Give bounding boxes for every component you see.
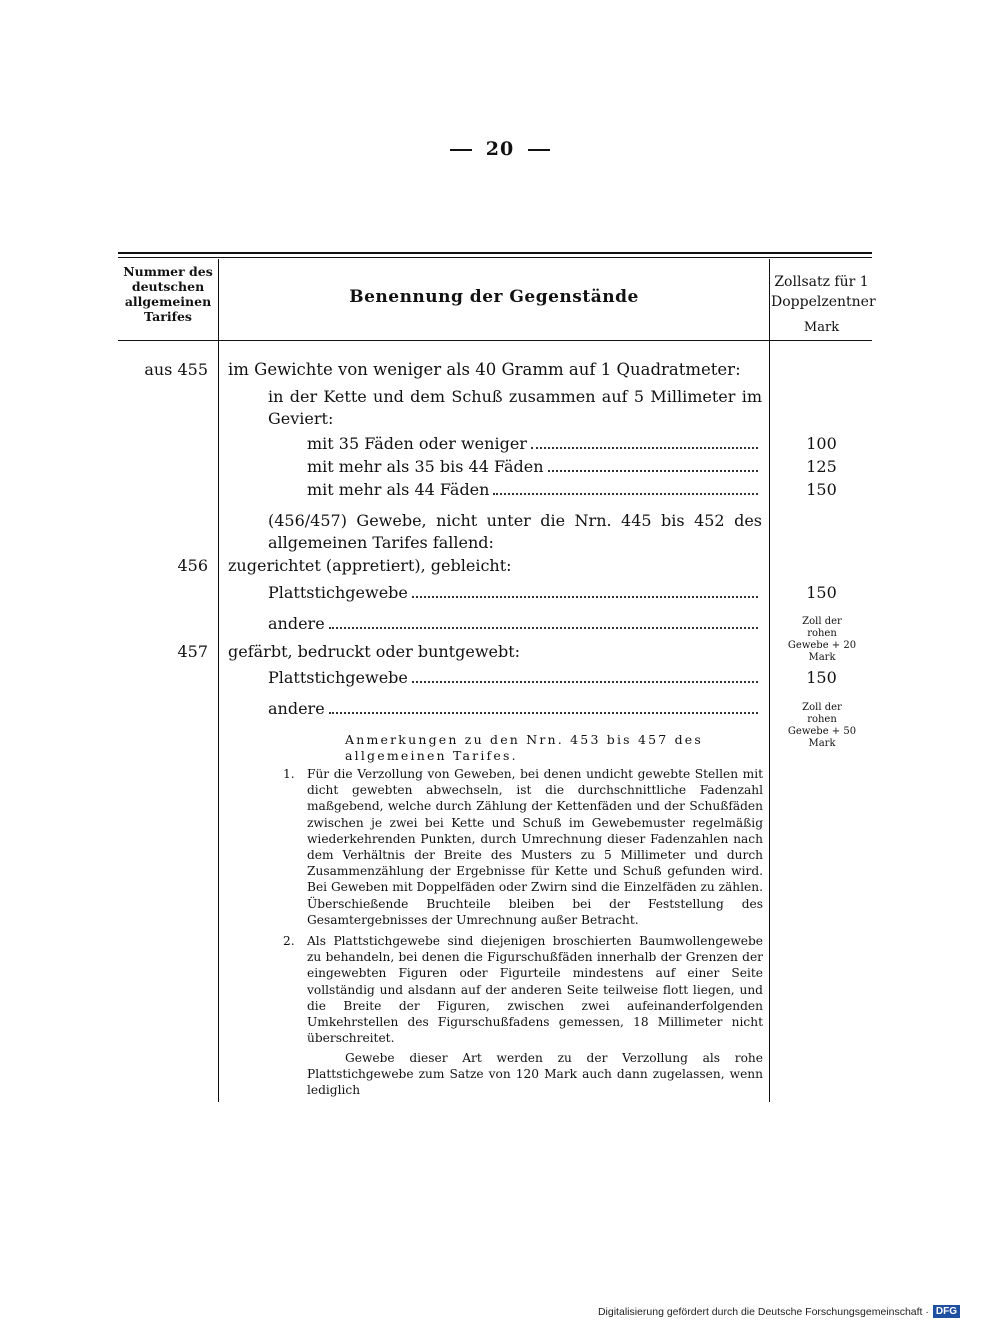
leader-dots bbox=[531, 447, 758, 449]
duty-rate: 150 bbox=[806, 480, 837, 499]
column-divider-1 bbox=[218, 259, 219, 1102]
leader-dots bbox=[329, 712, 758, 714]
page-number-value: 20 bbox=[485, 138, 515, 160]
header-duty-rate-unit: Mark bbox=[803, 320, 840, 335]
item-line bbox=[307, 434, 762, 454]
item-text: andere bbox=[268, 614, 325, 633]
item-text: im Gewichte von weniger als 40 Gramm auf 1 Quadratmeter: bbox=[228, 360, 741, 379]
column-divider-2 bbox=[769, 259, 770, 1102]
item-text: in der Kette und dem Schuß zusammen auf 5 Millimeter im Geviert: bbox=[268, 387, 762, 428]
item-line bbox=[268, 583, 762, 603]
dash-left bbox=[450, 149, 472, 151]
item-text: gefärbt, bedruckt oder buntgewebt: bbox=[228, 642, 521, 661]
header-item-name: Benennung der Gegenstände bbox=[349, 287, 639, 307]
note-marker: 2. bbox=[283, 934, 295, 948]
note-marker: 1. bbox=[283, 767, 295, 781]
tariff-number: 456 bbox=[177, 556, 208, 575]
item-text: mit mehr als 44 Fäden bbox=[307, 480, 490, 499]
table-header-rule bbox=[118, 340, 872, 341]
leader-dots bbox=[412, 681, 758, 683]
item-text: mit 35 Fäden oder weniger bbox=[307, 434, 527, 453]
dfg-logo: DFG bbox=[933, 1305, 960, 1318]
leader-dots bbox=[329, 627, 758, 629]
note-text: Als Plattstichgewebe sind diejenigen broschierten Baumwollengewebe zu behandeln, bei denen die Figurschußfäden innerhalb der Grenzen der eingewebten Figuren oder Figurteile mindestens auf einer Seite vollständig und alsdann auf der anderen Seite teilweise flott liegen, und die Breite der Figuren, zwischen zwei aufeinanderfolgenden Umkehrstellen des Figurschußfadens gemessen, 18 Millimeter nicht überschreitet. bbox=[307, 934, 763, 1046]
note-text: Für die Verzollung von Geweben, bei denen undicht gewebte Stellen mit dicht gewebten abwechseln, ist die durchschnittliche Fadenzahl maßgebend, welche durch Zählung der Kettenfäden und der Schußfäden zwischen je zwei bei Kette und Schuß im Gewebemuster regelmäßig wiederkehrenden Punkten, durch Umrechnung dieser Fadenzahlen nach dem Verhältnis der Breite des Musters zu 5 Millimeter und durch Zusammenzählung der Ergebnisse für Kette und Schuß gefunden wird. Bei Geweben mit Doppelfäden oder Zwirn sind die Einzelfäden zu zählen. Überschießende Bruchteile bleiben bei der Feststellung des Gesamtergebnisses der Umrechnung außer Betracht. bbox=[307, 767, 763, 927]
footer-text: Digitalisierung gefördert durch die Deutsche Forschungsgemeinschaft · bbox=[597, 1305, 929, 1318]
page-number bbox=[0, 138, 1000, 160]
duty-rate: Zoll der rohen Gewebe + 20 Mark bbox=[787, 616, 857, 663]
item-text: mit mehr als 35 bis 44 Fäden bbox=[307, 457, 544, 476]
header-duty-rate-label: Zollsatz für 1 Doppelzentner bbox=[771, 274, 876, 310]
header-duty-rate bbox=[771, 272, 876, 338]
duty-rate: 150 bbox=[806, 583, 837, 602]
dash-right bbox=[528, 149, 550, 151]
tariff-number: aus 455 bbox=[144, 360, 208, 379]
item-text: zugerichtet (appretiert), gebleicht: bbox=[228, 556, 512, 575]
item-line bbox=[307, 457, 762, 477]
duty-rate: Zoll der rohen Gewebe + 50 Mark bbox=[787, 702, 857, 749]
header-tariff-number: Nummer des deutschen allgemeinen Tarifes bbox=[123, 264, 213, 324]
duty-rate: 150 bbox=[806, 668, 837, 687]
note-text-continued: Gewebe dieser Art werden zu der Verzollung als rohe Plattstichgewebe zum Satze von 120 Mark auch dann zugelassen, wenn lediglich bbox=[307, 1051, 763, 1098]
duty-rate: 100 bbox=[806, 434, 837, 453]
item-text: Plattstichgewebe bbox=[268, 583, 408, 602]
table-top-rule bbox=[118, 252, 872, 254]
item-line bbox=[268, 668, 762, 688]
duty-rate: 125 bbox=[806, 457, 837, 476]
item-line bbox=[307, 480, 762, 500]
leader-dots bbox=[412, 596, 758, 598]
item-text: Plattstichgewebe bbox=[268, 668, 408, 687]
item-text: andere bbox=[268, 699, 325, 718]
leader-dots bbox=[493, 493, 758, 495]
digitization-footer bbox=[598, 1305, 960, 1318]
notes-title: Anmerkungen zu den Nrn. 453 bis 457 des allgemeinen Tarifes. bbox=[345, 732, 704, 763]
item-line bbox=[268, 614, 762, 634]
item-text: (456/457) Gewebe, nicht unter die Nrn. 445 bis 452 des allgemeinen Tarifes fallend: bbox=[268, 511, 762, 552]
leader-dots bbox=[548, 470, 758, 472]
tariff-number: 457 bbox=[177, 642, 208, 661]
table-top-rule-thin bbox=[118, 257, 872, 258]
item-line bbox=[268, 699, 762, 719]
